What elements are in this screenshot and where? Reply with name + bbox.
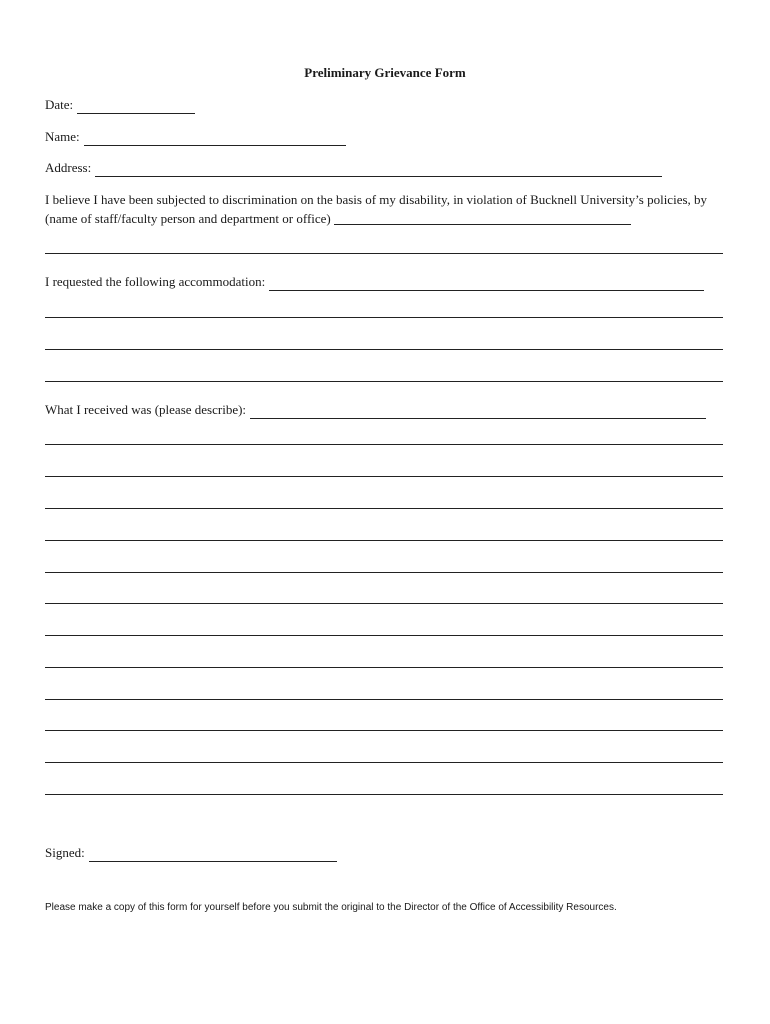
description-line[interactable]	[45, 699, 723, 700]
date-label: Date:	[45, 97, 74, 112]
staff-continuation-line[interactable]	[45, 253, 723, 254]
date-input-line[interactable]	[77, 100, 195, 114]
accommodation-line[interactable]	[45, 349, 723, 350]
accommodation-line[interactable]	[45, 317, 723, 318]
signed-label: Signed:	[45, 845, 85, 860]
form-title: Preliminary Grievance Form	[304, 65, 466, 80]
description-line[interactable]	[45, 572, 723, 573]
description-line[interactable]	[45, 444, 723, 445]
address-field-row	[45, 158, 662, 177]
description-line[interactable]	[45, 635, 723, 636]
staff-name-input-line[interactable]	[334, 211, 631, 225]
description-line[interactable]	[45, 762, 723, 763]
signed-field-row	[45, 843, 337, 862]
address-label: Address:	[45, 160, 92, 175]
received-field-row	[45, 400, 706, 419]
accommodation-input-line[interactable]	[269, 277, 704, 291]
description-line[interactable]	[45, 476, 723, 477]
discrimination-statement-text: I believe I have been subjected to discrimination on the basis of my disability, in violation of Bucknell University’s policies, by (name of staff/faculty person and department or office)	[45, 192, 708, 226]
description-line[interactable]	[45, 603, 723, 604]
description-line[interactable]	[45, 540, 723, 541]
received-label: What I received was (please describe):	[45, 402, 247, 417]
signature-input-line[interactable]	[89, 848, 337, 862]
address-input-line[interactable]	[95, 163, 662, 177]
accommodation-field-row	[45, 272, 704, 291]
name-field-row	[45, 127, 346, 146]
name-label: Name:	[45, 129, 80, 144]
description-line[interactable]	[45, 508, 723, 509]
description-line[interactable]	[45, 794, 723, 795]
received-input-line[interactable]	[250, 405, 706, 419]
description-line[interactable]	[45, 730, 723, 731]
discrimination-statement	[45, 190, 735, 228]
name-input-line[interactable]	[84, 132, 346, 146]
accommodation-line[interactable]	[45, 381, 723, 382]
date-field-row	[45, 95, 195, 114]
accommodation-label: I requested the following accommodation:	[45, 274, 266, 289]
description-line[interactable]	[45, 667, 723, 668]
footer-note: Please make a copy of this form for yourself before you submit the original to the Director of the Office of Accessibility Resources.	[45, 902, 617, 913]
